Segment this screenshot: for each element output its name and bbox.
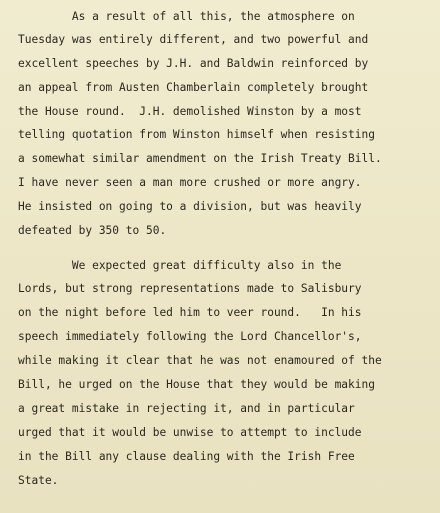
text-line: a great mistake in rejecting it, and in particular — [18, 402, 355, 415]
text-line: We expected great difficulty also in the — [18, 259, 342, 272]
text-line: Tuesday was entirely different, and two powerful and — [18, 33, 369, 46]
text-line: telling quotation from Winston himself when resisting — [18, 128, 375, 141]
text-line: while making it clear that he was not enamoured of the — [18, 354, 382, 367]
text-line: speech immediately following the Lord Chancellor's, — [18, 330, 362, 343]
text-line: Lords, but strong representations made to Salisbury — [18, 282, 362, 295]
text-line: the House round. J.H. demolished Winston by a most — [18, 105, 362, 118]
text-line: State. — [18, 474, 59, 487]
text-line: As a result of all this, the atmosphere on — [18, 10, 355, 23]
text-line: an appeal from Austen Chamberlain completely brought — [18, 81, 369, 94]
text-line: defeated by 350 to 50. — [18, 224, 167, 237]
text-line: excellent speeches by J.H. and Baldwin reinforced by — [18, 57, 369, 70]
text-line: Bill, he urged on the House that they would be making — [18, 378, 375, 391]
text-line: a somewhat similar amendment on the Irish Treaty Bill. — [18, 152, 382, 165]
text-line: He insisted on going to a division, but was heavily — [18, 200, 362, 213]
text-line: in the Bill any clause dealing with the Irish Free — [18, 450, 355, 463]
text-line: on the night before led him to veer round. In his — [18, 306, 362, 319]
text-line: urged that it would be unwise to attempt to include — [18, 426, 362, 439]
text-line: I have never seen a man more crushed or more angry. — [18, 176, 362, 189]
